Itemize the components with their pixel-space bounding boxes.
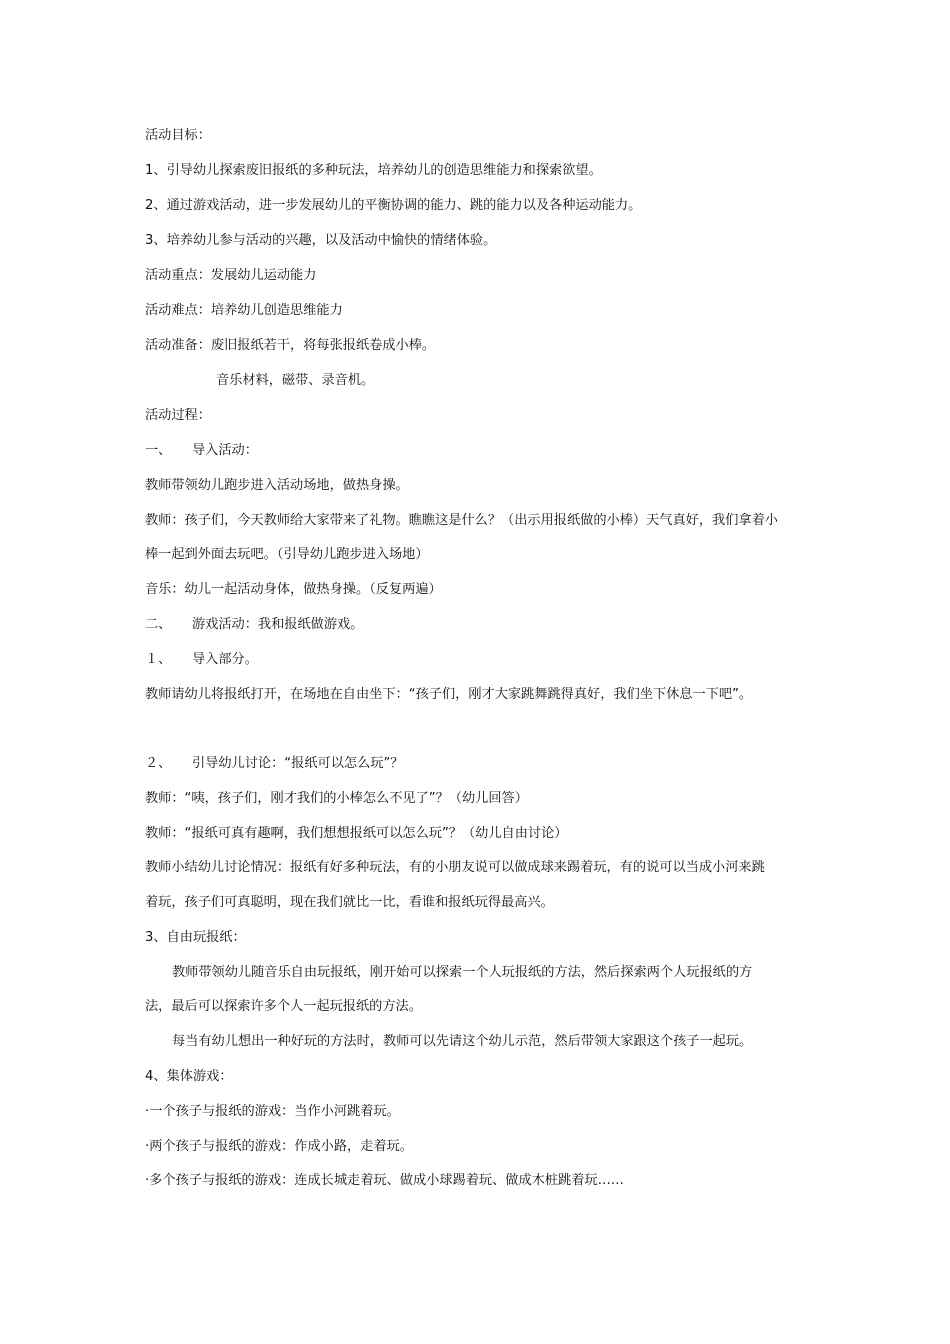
preparation-continued: 音乐材料，磁带、录音机。 — [216, 373, 375, 388]
objective-item: 3、培养幼儿参与活动的兴趣，以及活动中愉快的情绪体验。 — [145, 233, 497, 248]
objective-item: 1、引导幼儿探索废旧报纸的多种玩法，培养幼儿的创造思维能力和探索欲望。 — [145, 163, 602, 178]
key-point: 活动重点：发展幼儿运动能力 — [145, 268, 317, 283]
paragraph-line: 教师：“咦，孩子们，刚才我们的小棒怎么不见了”？（幼儿回答） — [145, 791, 528, 806]
paragraph-line: 教师小结幼儿讨论情况：报纸有好多种玩法，有的小朋友说可以做成球来踢着玩，有的说可以当成小河来跳 — [145, 860, 765, 875]
paragraph-line: 着玩，孩子们可真聪明，现在我们就比一比，看谁和报纸玩得最高兴。 — [145, 895, 554, 910]
part1-title: 导入活动： — [192, 443, 258, 458]
paragraph-line: 棒一起到外面去玩吧。（引导幼儿跑步进入场地） — [145, 547, 429, 562]
part2-heading — [145, 616, 363, 634]
paragraph-line: 教师：孩子们，今天教师给大家带来了礼物。瞧瞧这是什么？（出示用报纸做的小棒）天气真好，我们拿着小 — [145, 513, 778, 528]
part1-number: 一、 — [145, 443, 172, 458]
step2-number: ２、 — [145, 756, 172, 771]
step2-title: 引导幼儿讨论：“报纸可以怎么玩”？ — [192, 756, 404, 771]
step1-number: １、 — [145, 652, 172, 667]
paragraph-line: 音乐：幼儿一起活动身体，做热身操。（反复两遍） — [145, 582, 442, 597]
step1-heading — [145, 651, 258, 669]
part1-heading — [145, 442, 258, 460]
difficulty: 活动难点：培养幼儿创造思维能力 — [145, 303, 343, 318]
paragraph-line: 教师带领幼儿随音乐自由玩报纸，刚开始可以探索一个人玩报纸的方法，然后探索两个人玩报纸的方 — [172, 965, 753, 980]
list-item: ·一个孩子与报纸的游戏：当作小河跳着玩。 — [145, 1104, 400, 1119]
objective-item: 2、通过游戏活动，进一步发展幼儿的平衡协调的能力、跳的能力以及各种运动能力。 — [145, 198, 642, 213]
objectives-heading: 活动目标： — [145, 128, 211, 143]
paragraph-line: 法，最后可以探索许多个人一起玩报纸的方法。 — [145, 999, 422, 1014]
part2-title: 游戏活动：我和报纸做游戏。 — [192, 617, 364, 632]
process-heading: 活动过程： — [145, 408, 211, 423]
part2-number: 二、 — [145, 617, 172, 632]
step3-heading: 3、自由玩报纸： — [145, 930, 246, 945]
step2-heading — [145, 755, 403, 773]
paragraph-line: 教师请幼儿将报纸打开，在场地在自由坐下：“孩子们，刚才大家跳舞跳得真好，我们坐下休息一下吧”。 — [145, 687, 753, 702]
list-item: ·多个孩子与报纸的游戏：连成长城走着玩、做成小球踢着玩、做成木桩跳着玩…… — [145, 1173, 624, 1188]
preparation: 活动准备：废旧报纸若干，将每张报纸卷成小棒。 — [145, 338, 436, 353]
paragraph-line: 每当有幼儿想出一种好玩的方法时，教师可以先请这个幼儿示范，然后带领大家跟这个孩子一起玩。 — [172, 1034, 753, 1049]
paragraph-line: 教师带领幼儿跑步进入活动场地，做热身操。 — [145, 478, 409, 493]
paragraph-line: 教师：“报纸可真有趣啊，我们想想报纸可以怎么玩”？（幼儿自由讨论） — [145, 826, 568, 841]
step1-title: 导入部分。 — [192, 652, 258, 667]
list-item: ·两个孩子与报纸的游戏：作成小路，走着玩。 — [145, 1139, 413, 1154]
step4-heading: 4、集体游戏： — [145, 1069, 233, 1084]
